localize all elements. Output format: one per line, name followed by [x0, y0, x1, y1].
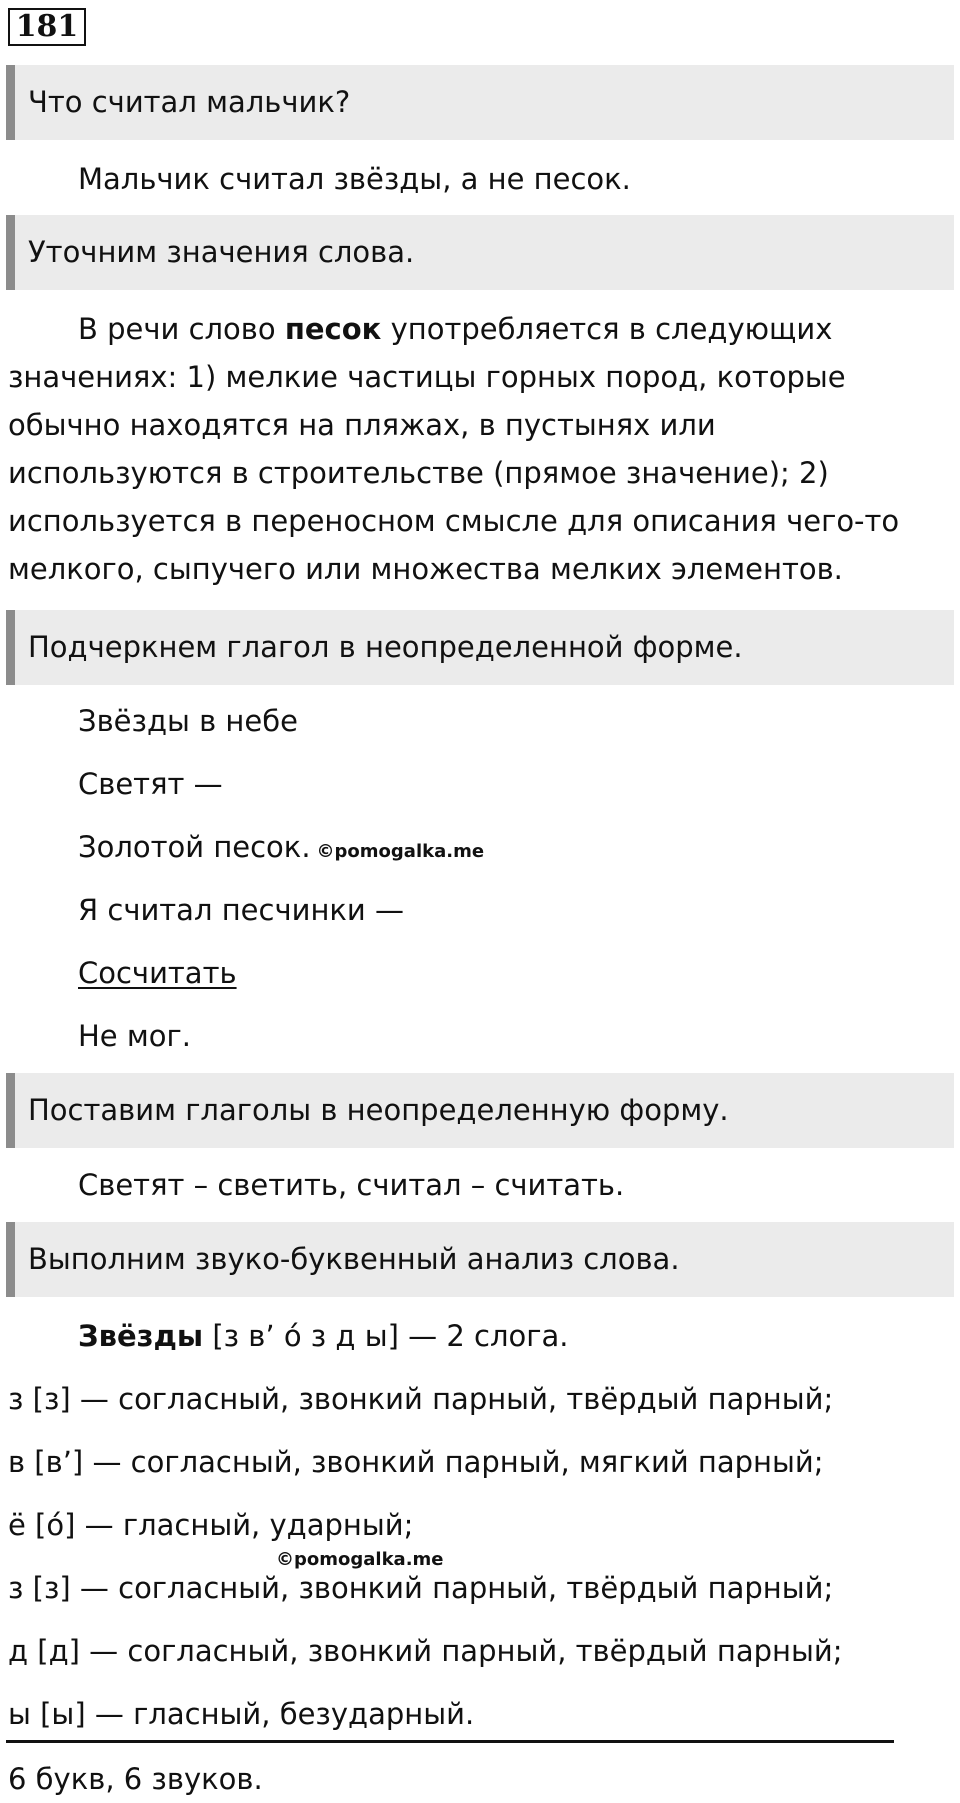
- poem-line: Звёзды в небе: [78, 704, 298, 738]
- meaning-line: значениях: 1) мелкие частицы горных пород, которые: [8, 360, 846, 394]
- underlined-verb: Сосчитать: [78, 956, 237, 990]
- section-header-infinitive: Поставим глаголы в неопределенную форму.: [6, 1073, 954, 1148]
- section-header-meaning: Уточним значения слова.: [6, 215, 954, 290]
- watermark: ©pomogalka.me: [276, 1549, 444, 1570]
- meaning-text: употребляется в следующих: [381, 312, 833, 346]
- analysis-row: в [в’] — согласный, звонкий парный, мягкий парный;: [8, 1445, 824, 1479]
- watermark: ©pomogalka.me: [316, 841, 485, 862]
- meaning-line: обычно находятся на пляжах, в пустынях или: [8, 408, 716, 442]
- transcription: [з в’ о́ з д ы] — 2 слога.: [203, 1319, 569, 1353]
- analysis-word-line: [78, 1313, 568, 1359]
- task-number: 181: [8, 8, 86, 46]
- meaning-paragraph: [8, 305, 954, 593]
- meaning-line: [8, 305, 954, 353]
- poem-line: Светят —: [78, 767, 223, 801]
- analysis-row: з [з] — согласный, звонкий парный, твёрдый парный;: [8, 1382, 834, 1416]
- summary-text: 6 букв, 6 звуков.: [8, 1762, 263, 1796]
- infinitive-answer: Светят – светить, считал – считать.: [78, 1168, 625, 1202]
- section-header-question: Что считал мальчик?: [6, 65, 954, 140]
- answer-text: Мальчик считал звёзды, а не песок.: [78, 162, 631, 196]
- analysis-row: д [д] — согласный, звонкий парный, твёрдый парный;: [8, 1634, 843, 1668]
- bold-word: песок: [284, 312, 382, 346]
- meaning-line: используются в строительстве (прямое значение); 2): [8, 456, 829, 490]
- meaning-text: В речи слово: [78, 312, 285, 346]
- meaning-line: мелкого, сыпучего или множества мелких элементов.: [8, 552, 843, 586]
- analysis-row: ё [о́] — гласный, ударный;: [8, 1508, 414, 1542]
- section-header-underline: Подчеркнем глагол в неопределенной форме.: [6, 610, 954, 685]
- analysis-word: Звёзды: [78, 1319, 204, 1353]
- meaning-line: используется в переносном смысле для описания чего-то: [8, 504, 900, 538]
- analysis-row: з [з] — согласный, звонкий парный, твёрдый парный;: [8, 1571, 834, 1605]
- poem-line: Не мог.: [78, 1019, 191, 1053]
- divider-line: [6, 1740, 894, 1743]
- analysis-row: ы [ы] — гласный, безударный.: [8, 1697, 475, 1731]
- section-header-analysis: Выполним звуко-буквенный анализ слова.: [6, 1222, 954, 1297]
- poem-line: [78, 824, 484, 875]
- poem-line: Я считал песчинки —: [78, 893, 404, 927]
- poem-line-text: Золотой песок.: [78, 830, 311, 864]
